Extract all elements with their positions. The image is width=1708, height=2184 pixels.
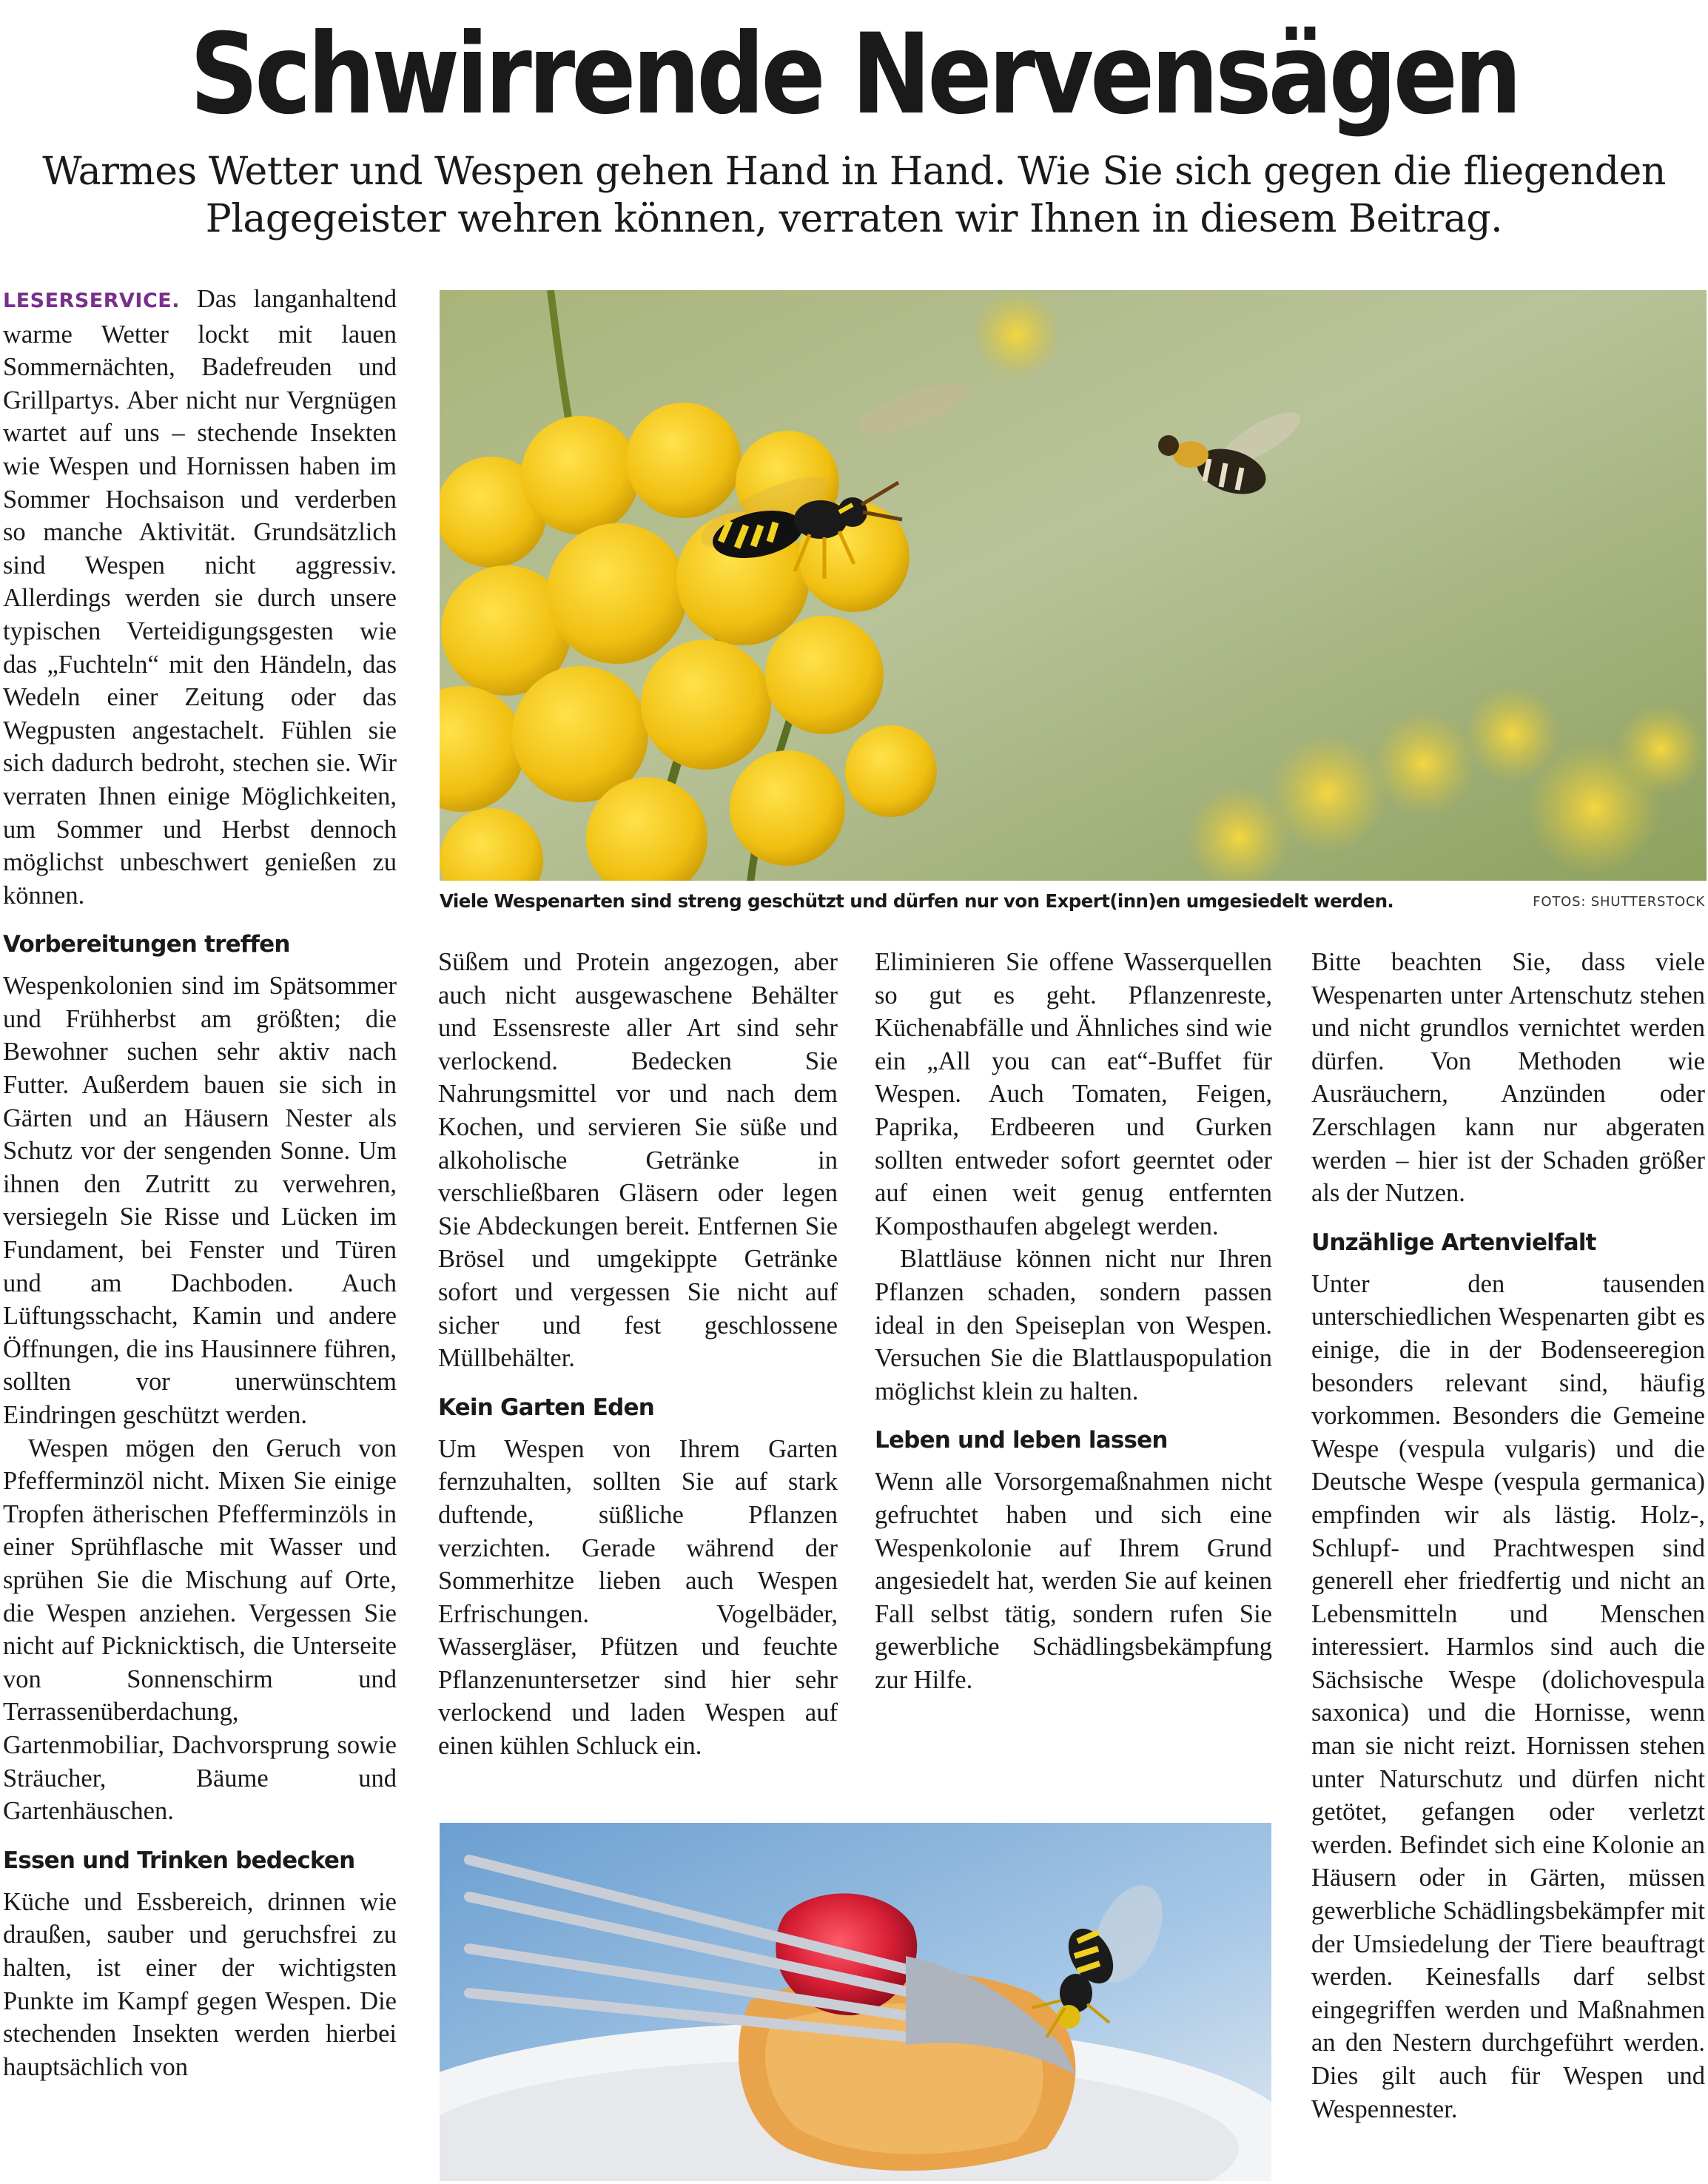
headline: Schwirrende Nervensägen (189, 10, 1519, 139)
paragraph: Wespen mögen den Geruch von Pfefferminzöl nicht. Mixen Sie einige Tropfen ätherischen Pfefferminzöls in einer Sprühflasche mit Wasser und sprühen Sie die Mischung auf Orte, die Wespen anziehen. Vergessen Sie nicht auf Picknicktisch, die Unterseite von Sonnenschirm und Terrassenüberdachung, Gartenmobiliar, Dachvorsprung sowie Sträucher, Bäume und Gartenhäuschen. (3, 1434, 397, 1826)
paragraph: Süßem und Protein angezogen, aber auch nicht ausgewaschene Behälter und Essensreste aller Art sind sehr verlockend. Bedecken Sie Nahrungsmittel vor und nach dem Kochen, und servieren Sie süße und alkoholische Getränke in verschließbaren Gläsern oder legen Sie Abdeckungen bereit. Entfernen Sie Brösel und umgekippte Getränke sofort und vergessen Sie nicht auf sicher und fest geschlossene Müllbehälter. (438, 948, 838, 1373)
paragraph: Blattläuse können nicht nur Ihren Pflanzen schaden, sondern passen ideal in den Speiseplan von Wespen. Versuchen Sie die Blattlauspopulation möglichst klein zu halten. (875, 1245, 1272, 1405)
column-2 (438, 946, 838, 1763)
paragraph: Küche und Essbereich, drinnen wie draußen, sauber und geruchsfrei zu halten, ist einer der wichtigsten Punkte im Kampf gegen Wespen. Die stechenden Insekten werden hierbei hauptsächlich von (3, 1887, 397, 2081)
wasp-on-tansy-photo (440, 290, 1707, 881)
heading-essen: Essen und Trinken bedecken (3, 1847, 355, 1874)
heading-vorbereitungen: Vorbereitungen treffen (3, 931, 290, 958)
column-4 (1311, 946, 1705, 2126)
photo-caption: Viele Wespenarten sind streng geschützt und dürfen nur von Expert(inn)en umgesiedelt werden. (440, 890, 1394, 912)
heading-arten: Unzählige Artenvielfalt (1311, 1229, 1596, 1256)
paragraph: Bitte beachten Sie, dass viele Wespenarten unter Artenschutz stehen und nicht grundlos vernichtet werden dürfen. Von Methoden wie Ausräuchern, Anzünden oder Zerschlagen kann nur abgeraten werden – hier ist der Schaden größer als der Nutzen. (1311, 948, 1705, 1208)
kicker: LESERSERVICE. (3, 289, 180, 312)
wasp-on-fork-photo (440, 1823, 1271, 2181)
paragraph: Eliminieren Sie offene Wasserquellen so gut es geht. Pflanzenreste, Küchenabfälle und Ähnliches sind wie ein „All you can eat“-Buffet für Wespen. Auch Tomaten, Feigen, Paprika, Erdbeeren und Gurken sollten entweder sofort geerntet oder auf einen weit genug entfernten Komposthaufen abgelegt werden. (875, 948, 1272, 1240)
subline: Warmes Wetter und Wespen gehen Hand in Hand. Wie Sie sich gegen die fliegenden Plagegeister wehren können, verraten wir Ihnen in diesem Beitrag. (42, 149, 1666, 241)
column-3 (875, 946, 1272, 1696)
column-1 (3, 283, 397, 2083)
intro-text: Das langanhaltend warme Wetter lockt mit lauen Sommernächten, Badefreuden und Grillpartys. Aber nicht nur Vergnügen wartet auf uns – stechende Insekten wie Wespen und Hornissen haben im Sommer Hochsaison und verderben so manche Aktivität. Grundsätzlich sind Wespen nicht aggressiv. Allerdings werden sie durch unsere typischen Verteidigungsgesten wie das „Fuchteln“ mit den Händeln, das Wedeln einer Zeitung oder das Wegpusten angestachelt. Fühlen sie sich dadurch bedroht, stechen sie. Wir verraten Ihnen einige Möglichkeiten, um Sommer und Herbst dennoch möglichst unbeschwert genießen zu können. (3, 285, 397, 910)
heading-leben: Leben und leben lassen (875, 1427, 1168, 1454)
paragraph: Um Wespen von Ihrem Garten fernzuhalten, sollten Sie auf stark duftende, süßliche Pflanzen verzichten. Gerade während der Sommerhitze lieben auch Wespen Erfrischungen. Vogelbäder, Wassergläser, Pfützen und feuchte Pflanzenuntersetzer sind hier sehr verlockend und laden Wespen auf einen kühlen Schluck ein. (438, 1434, 838, 1761)
intro-paragraph (3, 283, 397, 912)
paragraph: Wenn alle Vorsorgemaßnahmen nicht gefruchtet haben und sich eine Wespenkolonie auf Ihrem Grund angesiedelt hat, werden Sie auf keinen Fall selbst tätig, sondern rufen Sie gewerbliche Schädlingsbekämpfung zur Hilfe. (875, 1468, 1272, 1694)
paragraph: Wespenkolonien sind im Spätsommer und Frühherbst am größten; die Bewohner suchen sehr aktiv nach Futter. Außerdem bauen sie sich in Gärten und an Häusern Nester als Schutz vor der sengenden Sonne. Um ihnen den Zutritt zu verwehren, versiegeln Sie Risse und Lücken im Fundament, bei Fenster und Türen und am Dachboden. Auch Lüftungsschacht, Kamin und andere Öffnungen, die ins Hausinnere führen, sollten vor unerwünschtem Eindringen geschützt werden. (3, 972, 397, 1429)
paragraph: Unter den tausenden unterschiedlichen Wespenarten gibt es einige, die in der Bodenseeregion besonders relevant sind, häufig vorkommen. Besonders die Gemeine Wespe (vespula vulgaris) und die Deutsche Wespe (vespula germanica) empfinden wir als lästig. Holz-, Schlupf- und Prachtwespen sind generell eher friedfertig und nicht an Lebensmitteln und Menschen interessiert. Harmlos sind auch die Sächsische Wespe (dolichovespula saxonica) und die Hornisse, wenn man sie nicht reizt. Hornissen stehen unter Naturschutz und dürfen nicht getötet, gefangen oder verletzt werden. Befindet sich eine Kolonie an Häusern oder in Gärten, müssen gewerbliche Schädlingsbekämpfer mit der Umsiedelung der Tiere beauftragt werden. Keinesfalls darf selbst eingegriffen werden und Maßnahmen an den Nestern durchgeführt werden. Dies gilt auch für Wespen und Wespennester. (1311, 1269, 1705, 2123)
heading-garten: Kein Garten Eden (438, 1394, 655, 1421)
photo-credit: FOTOS: SHUTTERSTOCK (1533, 894, 1705, 910)
